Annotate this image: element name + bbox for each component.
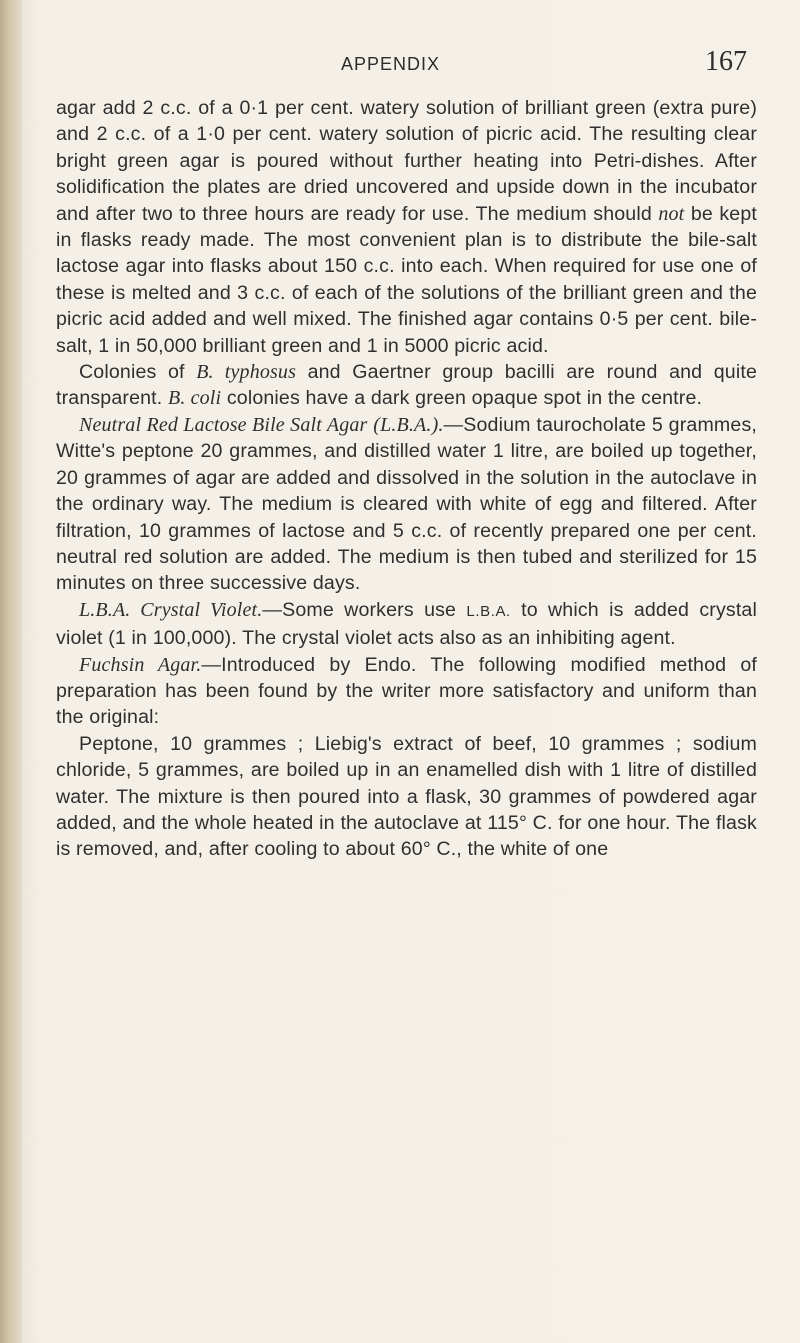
italic-term: B. typhosus [196, 361, 297, 384]
paragraph-text: Peptone, 10 grammes ; Liebig's extract of beef, 10 grammes ; sodium chloride, 5 grammes, are boiled up in an enamelled dish with 1 litre of distilled water. The mixture is then poured into a flask, 30 grammes of powdered agar added, and the whole heated in the autoclave at 115° C. for one hour. The flask is removed, and, after cooling to about 60° C., the white of one [56, 732, 757, 861]
body-text [56, 95, 757, 863]
section-heading: Neutral Red Lactose Bile Salt Agar [79, 413, 368, 436]
book-spine-shadow [0, 0, 22, 1343]
paragraph-text: Colonies of B. typhosus and Gaertner group bacilli are round and quite transparent. B. coli colonies have a dark green opaque spot in the centre. [56, 361, 757, 410]
paragraph-neutral-red-agar [56, 412, 757, 597]
section-heading: Fuchsin Agar. [79, 653, 202, 676]
paragraph-fuchsin-agar [56, 652, 757, 731]
paragraph-text: —Some workers use [262, 598, 467, 621]
paragraph-text: agar add 2 c.c. of a 0·1 per cent. watery solution of brilliant green (extra pure) and 2 c.c. of a 1·0 per cent. watery solution of picric acid. The resulting clear bright green agar is poured without further heating into Petri-dishes. After solidification the plates are dried uncovered and upside down in the incubator and after two to three hours are ready for use. The medium should not be kept in flasks ready made. The most convenient plan is to distribute the bile-salt lactose agar into flasks about 150 c.c. into each. When required for use one of these is melted and 3 c.c. of each of the solutions of the brilliant green and the picric acid added and well mixed. The finished agar contains 0·5 per cent. bile-salt, 1 in 50,000 brilliant green and 1 in 5000 picric acid. [56, 97, 757, 357]
italic-term: not [658, 202, 685, 225]
paragraph-text: —Introduced by Endo. The following modified method of preparation has been found by the writer more satisfactory and uniform than the original: [56, 653, 757, 729]
paragraph-colonies [56, 359, 757, 412]
abbreviation: L.B.A. [466, 602, 511, 620]
paragraph-crystal-violet [56, 597, 757, 652]
paragraph-brilliant-green-agar [56, 95, 757, 359]
running-head: APPENDIX [341, 54, 441, 74]
paragraph-text: —Sodium taurocholate 5 grammes, Witte's peptone 20 grammes, and distilled water 1 litre, are boiled up together, 20 grammes of agar are added and dissolved in the solution in the autoclave in the ordinary way. The medium is cleared with white of egg and filtered. After filtration, 10 grammes of lactose and 5 c.c. of recently prepared one per cent. neutral red solution are added. The medium is then tubed and sterilized for 15 minutes on three successive days. [56, 413, 757, 595]
page-header [0, 40, 800, 80]
page-number: 167 [705, 46, 747, 77]
italic-term: B. coli [167, 387, 222, 410]
paragraph-method [56, 731, 757, 863]
section-heading-suffix: (L.B.A.). [373, 413, 444, 436]
section-heading: L.B.A. Crystal Violet. [79, 598, 263, 621]
paragraph-text: to which is added crystal violet (1 in 100,000). The crystal violet acts also as an inhibiting agent. [56, 598, 757, 650]
